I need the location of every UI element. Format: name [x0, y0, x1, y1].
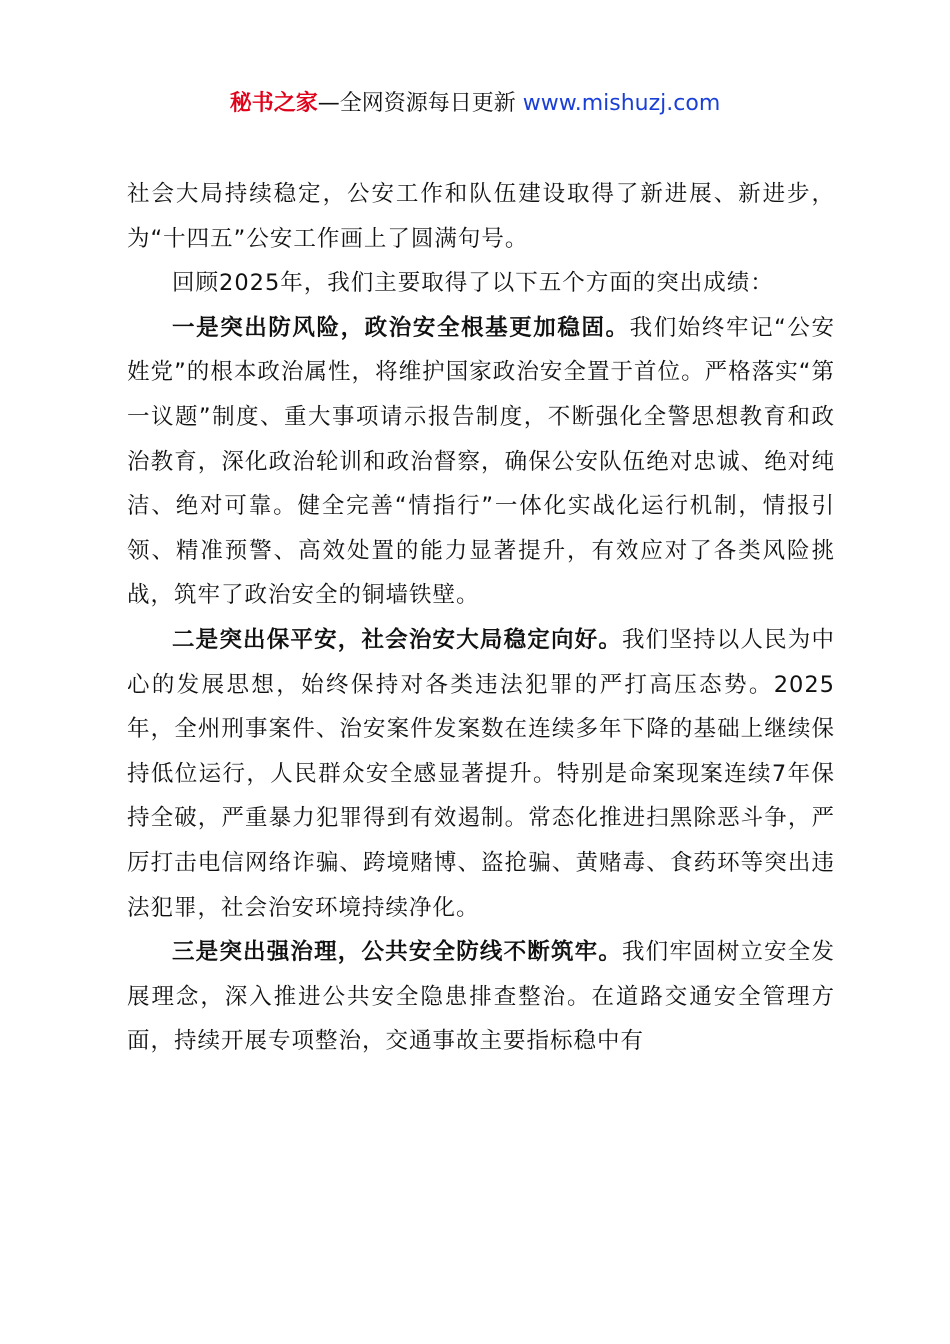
paragraph-point-three — [127, 930, 835, 1064]
paragraph-text: 我们牢固树立安全发展理念，深入推进公共安全隐患排查整治。在道路交通安全管理方面，持续开展专项整治，交通事故主要指标稳中有 — [127, 939, 835, 1055]
paragraph-lead-heading: 三是突出强治理，公共安全防线不断筑牢。 — [172, 939, 622, 966]
paragraph-text: 回顾2025年，我们主要取得了以下五个方面的突出成绩： — [172, 270, 774, 297]
paragraph-lead-heading: 二是突出保平安，社会治安大局稳定向好。 — [172, 626, 622, 653]
paragraph-text: 我们始终牢记“公安姓党”的根本政治属性，将维护国家政治安全置于首位。严格落实“第一议题”制度、重大事项请示报告制度，不断强化全警思想教育和政治教育，深化政治轮训和政治督察，确保公安队伍绝对忠诚、绝对纯洁、绝对可靠。健全完善“情指行”一体化实战化运行机制，情报引领、精准预警、高效处置的能力显著提升，有效应对了各类风险挑战，筑牢了政治安全的铜墙铁壁。 — [127, 314, 835, 609]
paragraph-lead-heading: 一是突出防风险，政治安全根基更加稳固。 — [172, 314, 630, 341]
paragraph-point-one — [127, 306, 835, 618]
paragraph-text: 我们坚持以人民为中心的发展思想，始终保持对各类违法犯罪的严打高压态势。2025年，全州刑事案件、治安案件发案数在连续多年下降的基础上继续保持低位运行，人民群众安全感显著提升。特别是命案现案连续7年保持全破，严重暴力犯罪得到有效遏制。常态化推进扫黑除恶斗争，严厉打击电信网络诈骗、跨境赌博、盗抢骗、黄赌毒、食药环等突出违法犯罪，社会治安环境持续净化。 — [127, 626, 835, 921]
document-body — [127, 172, 835, 1064]
paragraph-text: 社会大局持续稳定，公安工作和队伍建设取得了新进展、新进步，为“十四五”公安工作画上了圆满句号。 — [127, 181, 835, 252]
brand-name: 秘书之家 — [229, 91, 318, 116]
header-tagline: —全网资源每日更新 — [317, 91, 523, 116]
site-header — [0, 88, 950, 120]
paragraph-continuation — [127, 172, 835, 261]
paragraph-point-two — [127, 618, 835, 930]
site-url-link[interactable]: www.mishuzj.com — [522, 91, 721, 116]
paragraph-review-intro — [127, 261, 835, 306]
